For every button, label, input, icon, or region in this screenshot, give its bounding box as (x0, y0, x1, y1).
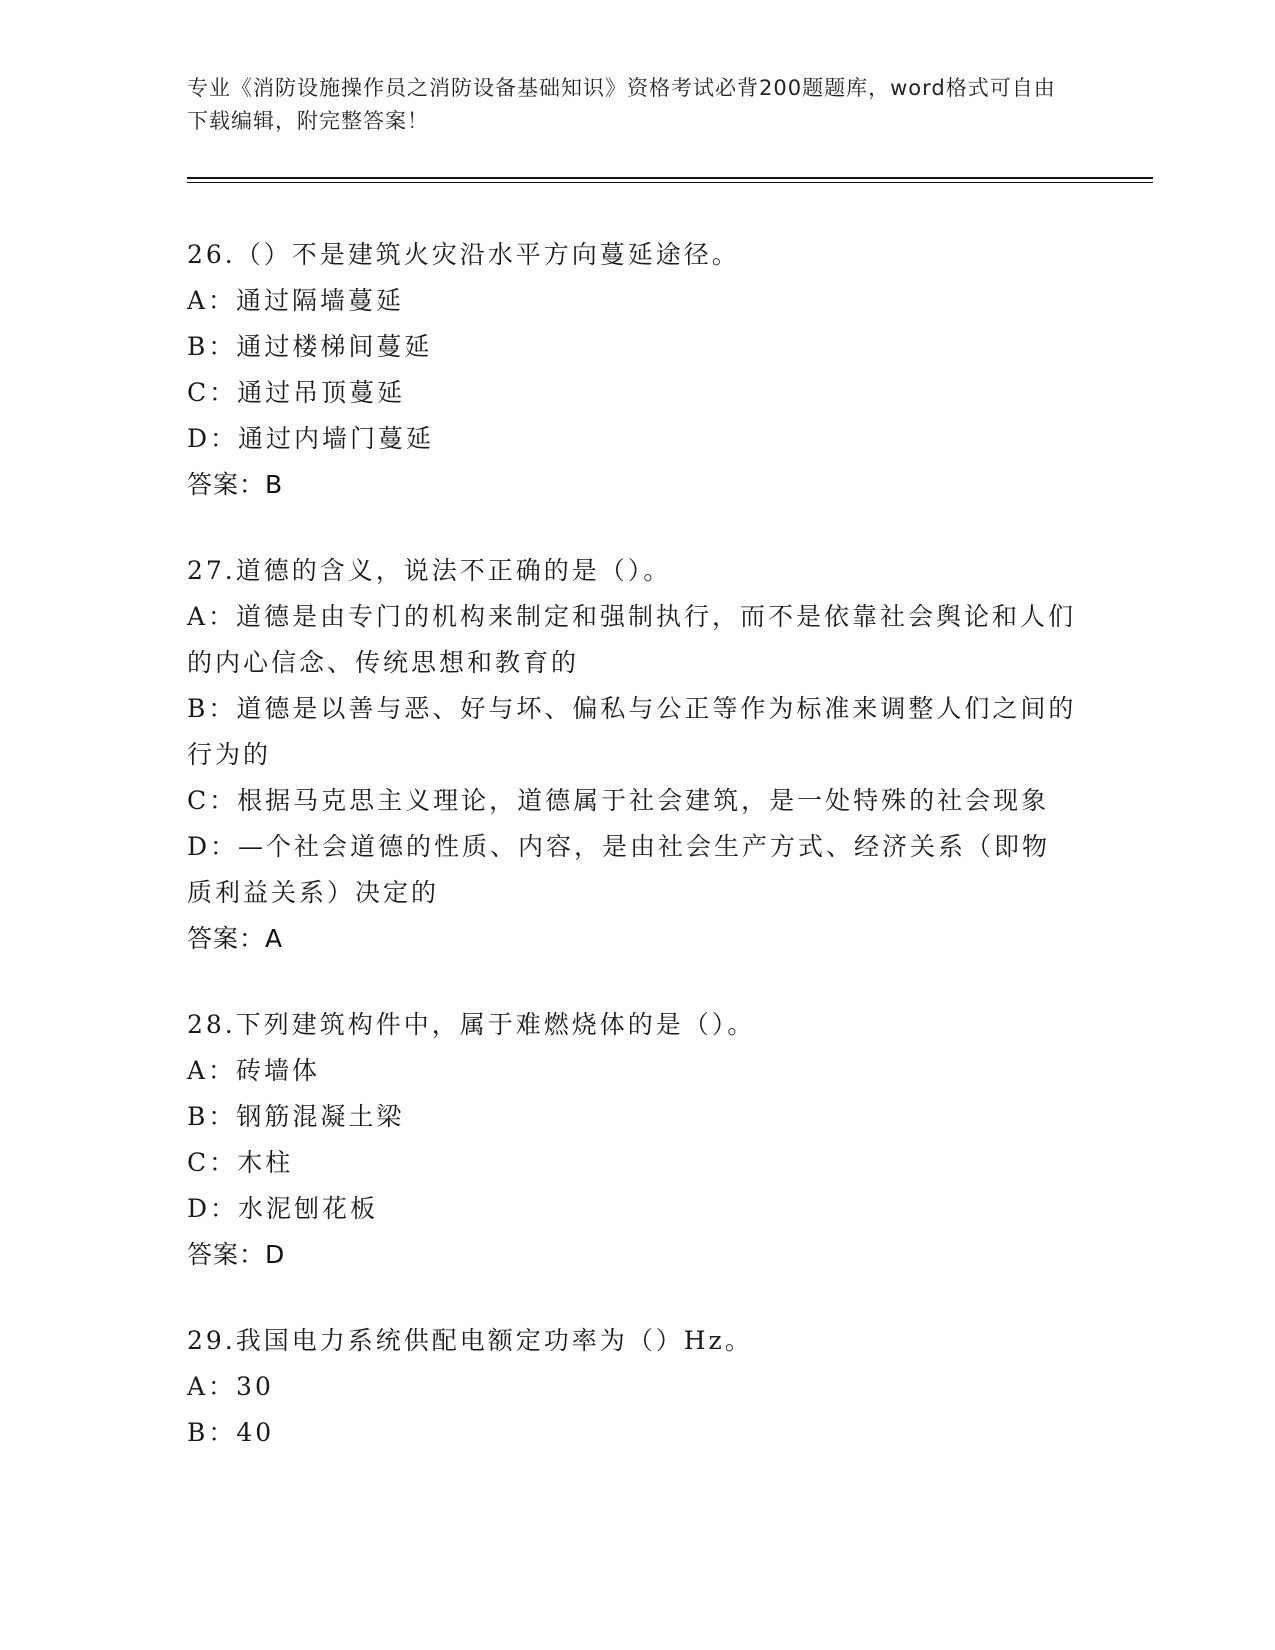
option-d: D：通过内墙门蔓延 (187, 424, 435, 453)
question-stem: 28.下列建筑构件中，属于难燃烧体的是（）。 (187, 1010, 756, 1039)
option-c: C：木柱 (187, 1148, 294, 1177)
option-d: D：水泥刨花板 (187, 1194, 379, 1223)
question-stem: 29.我国电力系统供配电额定功率为（）Hz。 (187, 1326, 753, 1355)
answer-line: 答案：A (187, 924, 284, 953)
question-list (187, 232, 1077, 1496)
option-b: B：钢筋混凝土梁 (187, 1102, 405, 1131)
question-29 (187, 1318, 1077, 1456)
question-28 (187, 1002, 1077, 1278)
option-b: B：40 (187, 1418, 275, 1447)
option-c: C：根据马克思主义理论，道德属于社会建筑，是一处特殊的社会现象 (187, 786, 1050, 815)
answer-line: 答案：B (187, 470, 284, 499)
header-rule-thin (187, 182, 1153, 183)
option-a: A：通过隔墙蔓延 (187, 286, 405, 315)
option-a: A：30 (187, 1372, 274, 1401)
option-d: D：—个社会道德的性质、内容，是由社会生产方式、经济关系（即物质利益关系）决定的 (187, 832, 1051, 907)
answer-line: 答案：D (187, 1240, 286, 1269)
option-a: A：砖墙体 (187, 1056, 321, 1085)
question-27 (187, 548, 1077, 962)
question-stem: 27.道德的含义，说法不正确的是（）。 (187, 556, 672, 585)
option-c: C：通过吊顶蔓延 (187, 378, 406, 407)
document-header: 专业《消防设施操作员之消防设备基础知识》资格考试必背200题题库，word格式可自由下载编辑，附完整答案！ (187, 76, 1056, 133)
question-26 (187, 232, 1077, 508)
option-a: A：道德是由专门的机构来制定和强制执行，而不是依靠社会舆论和人们的内心信念、传统思想和教育的 (187, 602, 1077, 677)
option-b: B：通过楼梯间蔓延 (187, 332, 433, 361)
header-rule-thick (187, 177, 1153, 179)
option-b: B：道德是以善与恶、好与坏、偏私与公正等作为标准来调整人们之间的行为的 (187, 694, 1077, 769)
question-stem: 26.（）不是建筑火灾沿水平方向蔓延途径。 (187, 240, 740, 269)
